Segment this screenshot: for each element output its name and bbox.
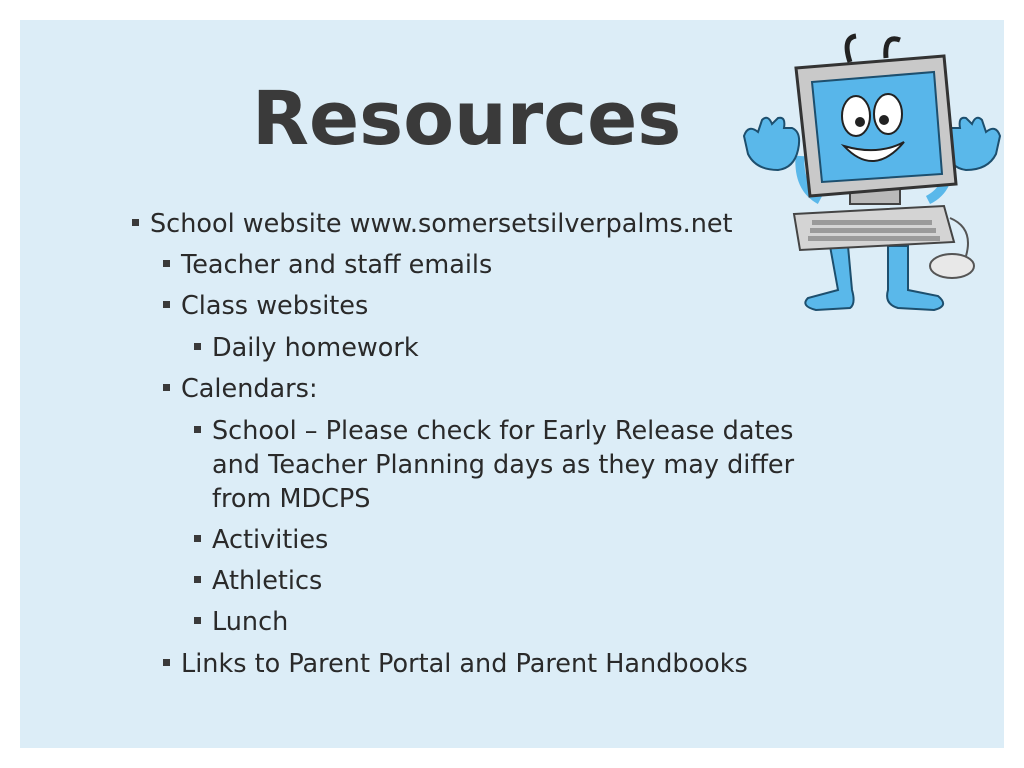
bullet-square-icon (163, 301, 170, 308)
list-item-text: Lunch (212, 607, 289, 637)
bullet-square-icon (194, 576, 201, 583)
list-item-text: Daily homework (212, 333, 419, 363)
bullet-square-icon (163, 260, 170, 267)
list-item-text: School website www.somersetsilverpalms.net (150, 209, 733, 239)
list-item-text: Athletics (212, 566, 323, 596)
list-item (212, 605, 792, 639)
list-item-text: School – Please check for Early Release dates and Teacher Planning days as they may differ from MDCPS (212, 416, 795, 514)
bullet-square-icon (163, 384, 170, 391)
list-item-text: Links to Parent Portal and Parent Handbooks (181, 649, 748, 679)
list-item (181, 248, 781, 282)
list-item-text: Teacher and staff emails (181, 250, 493, 280)
list-item-text: Calendars: (181, 374, 318, 404)
list-item (212, 523, 792, 557)
list-item (181, 647, 841, 681)
list-item (181, 372, 781, 406)
list-item (212, 414, 810, 516)
bullet-square-icon (194, 617, 201, 624)
list-item (181, 289, 781, 323)
bullet-square-icon (163, 659, 170, 666)
list-item-text: Activities (212, 525, 329, 555)
bullet-square-icon (194, 426, 201, 433)
list-item-text: Class websites (181, 291, 369, 321)
cartoon-computer-mascot-icon (738, 28, 1006, 318)
bullet-square-icon (194, 343, 201, 350)
bullet-square-icon (132, 219, 139, 226)
list-item (150, 207, 800, 241)
bullet-square-icon (194, 535, 201, 542)
slide-title: Resources (252, 76, 682, 162)
list-item (212, 564, 792, 598)
slide (20, 20, 1004, 748)
list-item (212, 331, 792, 365)
